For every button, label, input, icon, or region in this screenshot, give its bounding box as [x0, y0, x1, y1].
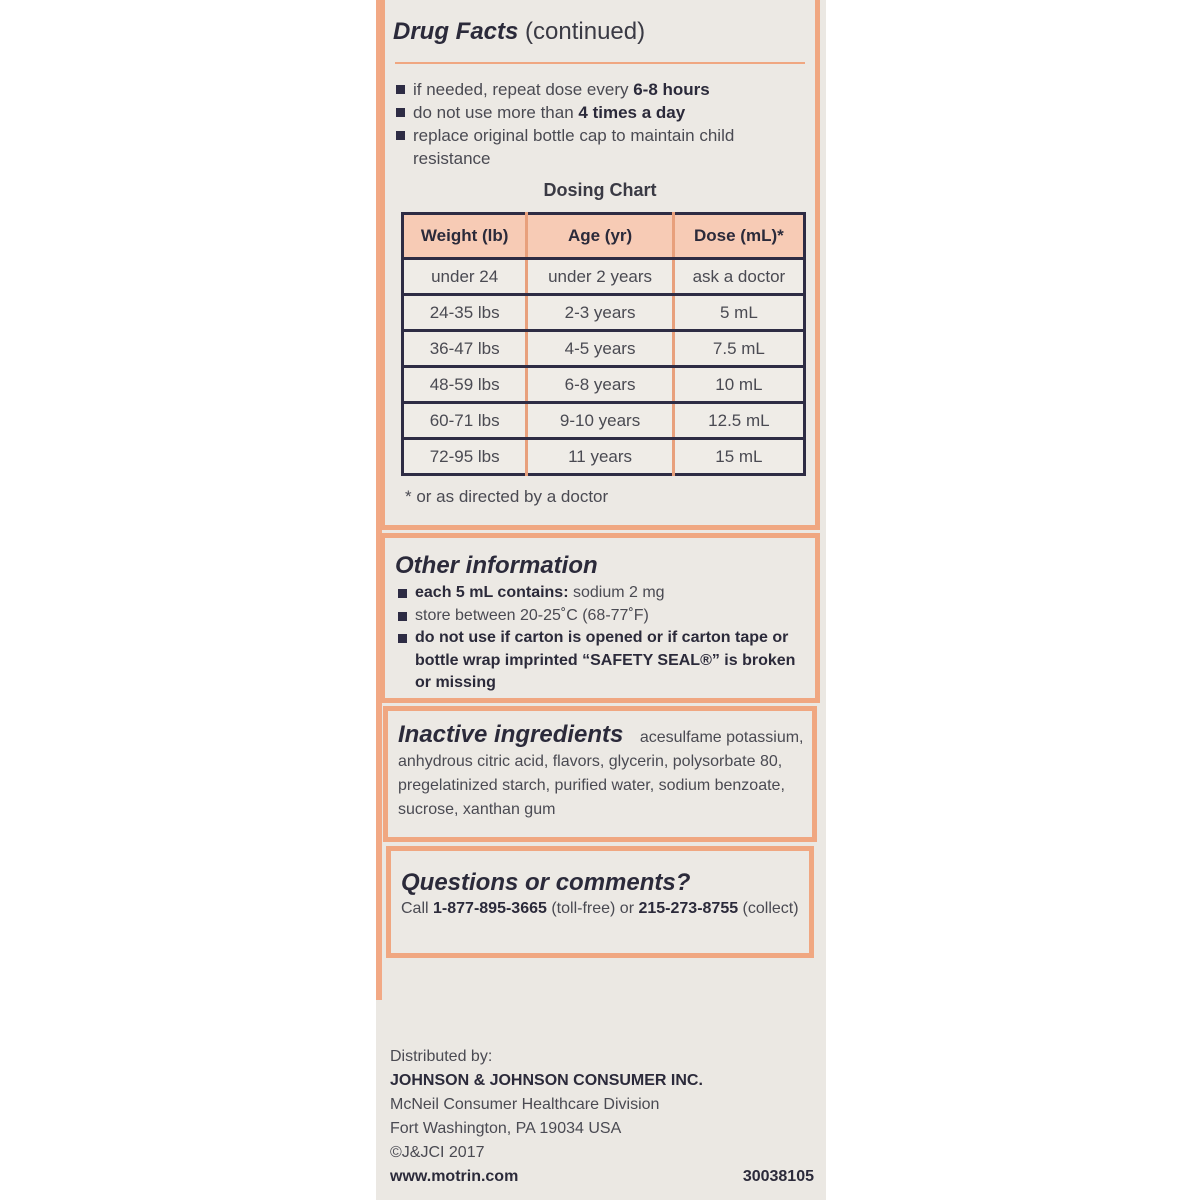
square-bullet-icon	[398, 634, 407, 643]
list-item: do not use if carton is opened or if carton tape or bottle wrap imprinted “SAFETY SEAL®” is broken or missing	[397, 627, 807, 695]
table-row	[403, 331, 805, 367]
table-row	[403, 439, 805, 475]
dosing-chart-title: Dosing Chart	[543, 180, 657, 200]
drug-facts-continued: (continued)	[525, 18, 646, 45]
cell-age: 2-3 years	[527, 295, 673, 331]
cell-weight: 24-35 lbs	[403, 295, 527, 331]
cell-dose: 15 mL	[673, 439, 804, 475]
distributed-by-label: Distributed by:	[390, 1048, 493, 1065]
inactive-ingredients-text	[398, 723, 808, 822]
copyright: ©J&JCI 2017	[390, 1144, 485, 1161]
distributor-info	[390, 1045, 820, 1189]
website-link: www.motrin.com	[390, 1168, 519, 1185]
cell-age: under 2 years	[527, 259, 673, 295]
questions-contact-text: Call 1-877-895-3665 (toll-free) or 215-273-8755 (collect)	[401, 900, 799, 917]
cell-age: 11 years	[527, 439, 673, 475]
directions-list	[395, 78, 815, 170]
cell-weight: 48-59 lbs	[403, 367, 527, 403]
questions-section	[386, 846, 814, 958]
header-weight: Weight (lb)	[403, 214, 527, 259]
company-address: Fort Washington, PA 19034 USA	[390, 1120, 622, 1137]
square-bullet-icon	[396, 131, 405, 140]
cell-dose: 10 mL	[673, 367, 804, 403]
square-bullet-icon	[396, 108, 405, 117]
list-item: do not use more than 4 times a day	[395, 101, 815, 124]
table-row	[403, 367, 805, 403]
square-bullet-icon	[398, 589, 407, 598]
section-divider	[395, 62, 805, 64]
collect-phone: 215-273-8755	[638, 900, 739, 917]
list-item: store between 20-25˚C (68-77˚F)	[397, 605, 807, 628]
cell-weight: 72-95 lbs	[403, 439, 527, 475]
questions-title: Questions or comments?	[401, 869, 691, 896]
list-item: replace original bottle cap to maintain child resistance	[395, 124, 815, 170]
cell-dose: 7.5 mL	[673, 331, 804, 367]
table-header-row	[403, 214, 805, 259]
cell-age: 6-8 years	[527, 367, 673, 403]
drug-facts-section	[380, 0, 820, 530]
inactive-ingredients-section	[383, 706, 817, 842]
drug-facts-heading: Drug Facts	[393, 18, 519, 45]
table-row	[403, 259, 805, 295]
division-name: McNeil Consumer Healthcare Division	[390, 1096, 660, 1113]
cell-dose: 5 mL	[673, 295, 804, 331]
product-code: 30038105	[742, 1168, 814, 1185]
toll-free-phone: 1-877-895-3665	[433, 900, 547, 917]
list-item: if needed, repeat dose every 6-8 hours	[395, 78, 815, 101]
inactive-ingredients-list: acesulfame potassium, anhydrous citric acid, flavors, glycerin, polysorbate 80, pregelatinized starch, purified water, sodium benzoate, sucrose, xanthan gum	[398, 729, 804, 818]
square-bullet-icon	[396, 85, 405, 94]
inactive-ingredients-title: Inactive ingredients	[398, 721, 624, 748]
list-item: each 5 mL contains: sodium 2 mg	[397, 582, 807, 605]
cell-weight: 36-47 lbs	[403, 331, 527, 367]
header-dose: Dose (mL)*	[673, 214, 804, 259]
table-row	[403, 295, 805, 331]
cell-weight: 60-71 lbs	[403, 403, 527, 439]
other-information-section	[380, 533, 820, 703]
dosing-chart-table	[401, 212, 806, 476]
company-name: JOHNSON & JOHNSON CONSUMER INC.	[390, 1072, 703, 1089]
other-information-list	[397, 582, 807, 695]
cell-dose: ask a doctor	[673, 259, 804, 295]
table-row	[403, 403, 805, 439]
other-information-title: Other information	[395, 552, 598, 579]
cell-dose: 12.5 mL	[673, 403, 804, 439]
dosing-chart-footnote: * or as directed by a doctor	[405, 487, 609, 506]
square-bullet-icon	[398, 612, 407, 621]
cell-age: 4-5 years	[527, 331, 673, 367]
cell-age: 9-10 years	[527, 403, 673, 439]
header-age: Age (yr)	[527, 214, 673, 259]
drug-facts-title	[393, 18, 645, 46]
cell-weight: under 24	[403, 259, 527, 295]
